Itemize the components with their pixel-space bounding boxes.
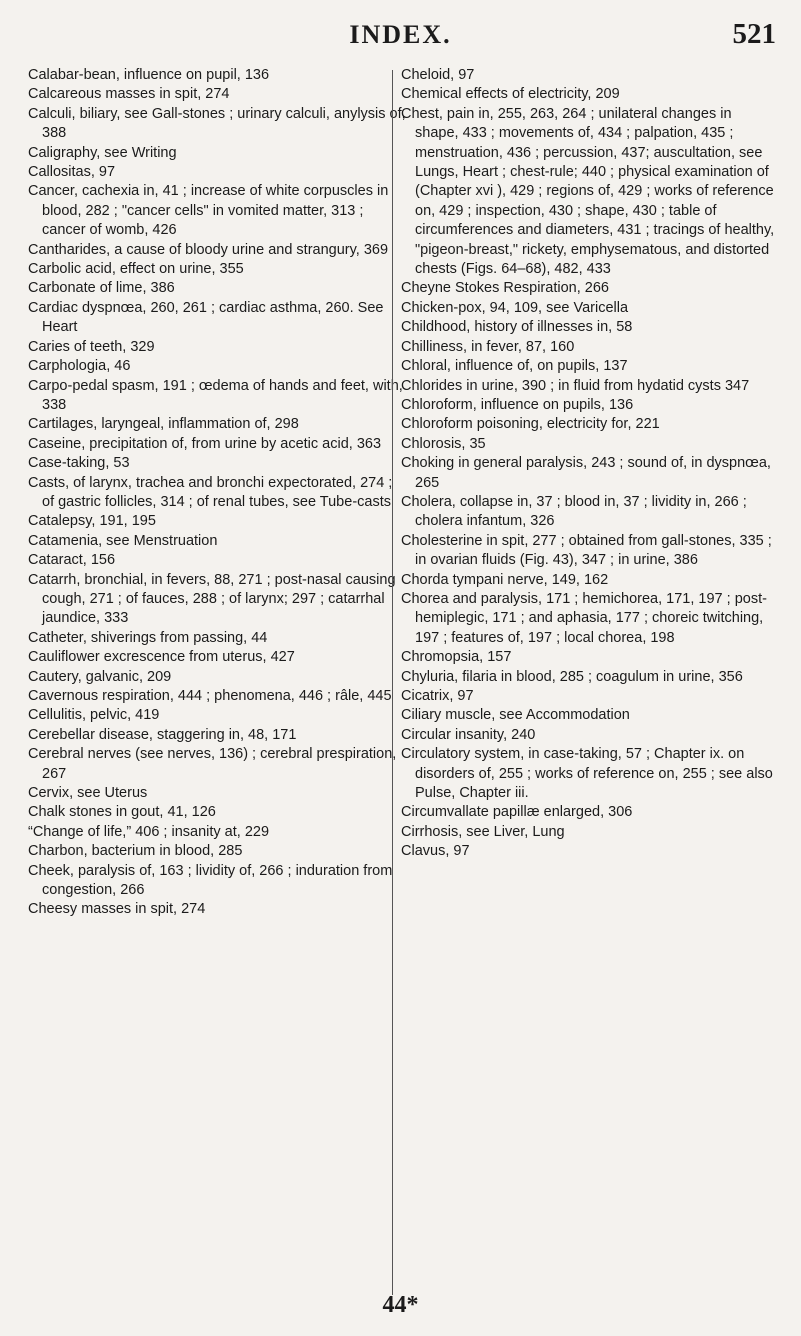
index-entry: Cataract, 156 (28, 552, 116, 569)
index-entry: Caseine, precipitation of, from urine by acetic acid, 363 (28, 435, 382, 452)
index-entry: Chloral, influence of, on pupils, 137 (401, 358, 628, 375)
index-entry: Cheloid, 97 (401, 67, 475, 83)
index-entry: Catarrh, bronchial, in fevers, 88, 271 ; post-nasal causing cough, 271 ; of fauces, 288 ; of larynx; 297 ; catarrhal jaundice, 333 (28, 571, 396, 627)
index-entry: Carpo-pedal spasm, 191 ; œdema of hands and feet, with, 338 (28, 377, 403, 413)
index-entry: Cholesterine in spit, 277 ; obtained from gall-stones, 335 ; in ovarian fluids (Fig. 43), 347 ; in urine, 386 (401, 532, 772, 569)
index-entry: Calculi, biliary, see Gall-stones ; urinary calculi, anylysis of, 388 (28, 105, 406, 142)
index-entry: Cauliflower excrescence from uterus, 427 (28, 649, 295, 666)
index-entry: Caligraphy, see Writing (28, 144, 177, 161)
index-entry: Cantharides, a cause of bloody urine and strangury, 369 (28, 241, 389, 258)
printer-signature: 44* (382, 1292, 419, 1318)
index-entry: Chloroform poisoning, electricity for, 221 (401, 416, 660, 433)
index-entry: Carbonate of lime, 386 (28, 280, 175, 297)
index-entry: Chilliness, in fever, 87, 160 (401, 338, 575, 355)
index-entry: Chromopsia, 157 (401, 649, 512, 666)
index-entry: Cavernous respiration, 444 ; phenomena, 446 ; râle, 445 (28, 688, 392, 704)
index-entry: Circulatory system, in case-taking, 57 ; Chapter ix. on disorders of, 255 ; works of reference on, 255 ; see also Pulse, Chapter iii. (401, 746, 773, 802)
index-column-right (401, 66, 779, 862)
index-entry: Cellulitis, pelvic, 419 (28, 707, 160, 724)
index-entry: Ciliary muscle, see Accommodation (401, 707, 630, 724)
index-entry: Case-taking, 53 (28, 455, 130, 472)
index-entry: Carphologia, 46 (28, 358, 131, 375)
index-entry: Chlorides in urine, 390 ; in fluid from hydatid cysts 347 (401, 377, 750, 394)
index-entry: Caries of teeth, 329 (28, 338, 155, 355)
index-entry: Cirrhosis, see Liver, Lung (401, 823, 565, 840)
index-entry: Callositas, 97 (28, 164, 116, 181)
index-entry: Cervix, see Uterus (28, 785, 148, 802)
index-entry: Cardiac dyspnœa, 260, 261 ; cardiac asthma, 260. See Heart (28, 299, 384, 336)
index-entry: Chlorosis, 35 (401, 435, 486, 452)
index-entry: Chyluria, filaria in blood, 285 ; coagulum in urine, 356 (401, 668, 743, 685)
index-column-left (28, 66, 408, 920)
index-entry: Circumvallate papillæ enlarged, 306 (401, 804, 633, 821)
index-entry: Cheesy masses in spit, 274 (28, 901, 206, 918)
index-entry: Choking in general paralysis, 243 ; sound of, in dyspnœa, 265 (401, 455, 771, 491)
index-entry: Chicken-pox, 94, 109, see Varicella (401, 299, 629, 316)
index-entry: Cicatrix, 97 (401, 688, 474, 704)
page-number: 521 (732, 18, 776, 50)
column-divider (392, 70, 393, 1295)
index-entry: Cerebral nerves (see nerves, 136) ; cerebral prespiration, 267 (28, 746, 397, 782)
running-head: INDEX. (349, 20, 452, 49)
index-entry: Cancer, cachexia in, 41 ; increase of white corpuscles in blood, 282 ; "cancer cells" in vomited matter, 313 ; cancer of womb, 426 (28, 183, 389, 239)
index-entry: Chemical effects of electricity, 209 (401, 86, 620, 103)
index-entry: Charbon, bacterium in blood, 285 (28, 843, 243, 860)
index-entry: Cheyne Stokes Respiration, 266 (401, 280, 609, 297)
index-entry: Catheter, shiverings from passing, 44 (28, 629, 268, 646)
index-entry: Clavus, 97 (401, 843, 470, 860)
index-entry: Calcareous masses in spit, 274 (28, 86, 230, 103)
index-entry: Circular insanity, 240 (401, 726, 536, 743)
index-entry: Cartilages, laryngeal, inflammation of, 298 (28, 416, 299, 433)
index-entry: Chorea and paralysis, 171 ; hemichorea, 171, 197 ; post-hemiplegic, 171 ; and aphasia, 177 ; choreic twitching, 197 ; features of, 197 ; local chorea, 198 (401, 590, 767, 646)
index-entry: Carbolic acid, effect on urine, 355 (28, 261, 244, 278)
page-header (0, 20, 801, 60)
index-entry: Cheek, paralysis of, 163 ; lividity of, 266 ; induration from congestion, 266 (28, 862, 393, 899)
index-entry: “Change of life,” 406 ; insanity at, 229 (28, 823, 270, 840)
index-entry: Cerebellar disease, staggering in, 48, 171 (28, 726, 297, 743)
index-entry: Calabar-bean, influence on pupil, 136 (28, 67, 270, 83)
index-entry: Childhood, history of illnesses in, 58 (401, 319, 633, 336)
index-entry: Chalk stones in gout, 41, 126 (28, 804, 216, 821)
index-entry: Cholera, collapse in, 37 ; blood in, 37 ; lividity in, 266 ; cholera infantum, 326 (401, 493, 747, 530)
index-entry: Chloroform, influence on pupils, 136 (401, 396, 634, 413)
index-entry: Cautery, galvanic, 209 (28, 668, 172, 685)
index-entry: Chorda tympani nerve, 149, 162 (401, 571, 609, 588)
index-entry: Catalepsy, 191, 195 (28, 513, 156, 530)
index-entry: Catamenia, see Menstruation (28, 532, 218, 549)
index-entry: Casts, of larynx, trachea and bronchi expectorated, 274 ; of gastric follicles, 314 ; of renal tubes, see Tube-casts (28, 474, 393, 510)
index-entry: Chest, pain in, 255, 263, 264 ; unilateral changes in shape, 433 ; movements of, 434 ; palpation, 435 ; menstruation, 436 ; percussion, 437; auscultation, see Lungs, Heart ; chest-rule; 440 ; physical examination of (Chapter xvi ), 429 ; regions of, 429 ; works of reference on, 429 ; inspection, 430 ; shape, 430 ; table of circumferences and diameters, 431 ; tracings of healthy, "pigeon-breast," rickety, emphysematous, and distorted chests (Figs. 64–68), 482, 433 (401, 105, 775, 278)
